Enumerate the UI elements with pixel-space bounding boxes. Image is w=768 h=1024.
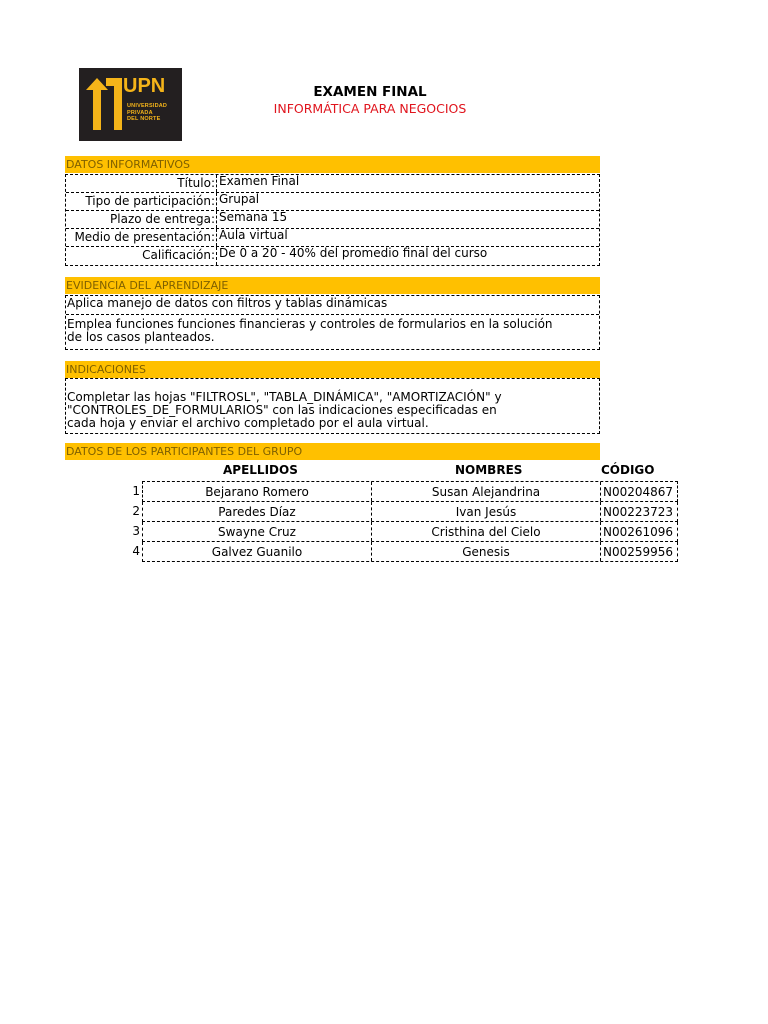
datos-row <box>66 175 599 193</box>
column-header-codigo: CÓDIGO <box>601 463 655 477</box>
evidencia-item: Aplica manejo de datos con filtros y tablas dinámicas <box>67 296 388 310</box>
row-number: 3 <box>132 524 140 538</box>
cell-codigo: N00259956 <box>603 545 674 559</box>
cell-codigo: N00223723 <box>603 505 674 519</box>
upn-logo <box>79 68 182 141</box>
cell-codigo: N00204867 <box>603 485 674 499</box>
table-row <box>142 502 678 522</box>
cell-nombres: Ivan Jesús <box>372 502 601 521</box>
cell-apellidos: Paredes Díaz <box>143 502 372 521</box>
cell-nombres: Genesis <box>372 542 601 561</box>
datos-label: Calificación: <box>66 247 217 265</box>
cell-nombres: Cristhina del Cielo <box>372 522 601 541</box>
row-number: 2 <box>132 504 140 518</box>
section-heading-participantes: DATOS DE LOS PARTICIPANTES DEL GRUPO <box>65 443 600 460</box>
column-header-nombres: NOMBRES <box>455 463 523 477</box>
datos-value: Grupal <box>219 192 260 206</box>
row-number: 1 <box>132 484 140 498</box>
indicaciones-box <box>65 378 600 434</box>
indicaciones-text: Completar las hojas "FILTROSL", "TABLA_DINÁMICA", "AMORTIZACIÓN" y "CONTROLES_DE_FORMULARIOS" con las indicaciones especificadas en cada hoja y enviar el archivo completado por el aula virtual. <box>67 390 502 430</box>
cell-apellidos: Swayne Cruz <box>143 522 372 541</box>
column-header-apellidos: APELLIDOS <box>223 463 298 477</box>
cell-apellidos: Galvez Guanilo <box>143 542 372 561</box>
section-heading-evidencia: EVIDENCIA DEL APRENDIZAJE <box>65 277 600 294</box>
table-row <box>142 522 678 542</box>
table-row <box>142 481 678 502</box>
datos-label: Título: <box>66 175 217 192</box>
datos-row <box>66 211 599 229</box>
datos-value: De 0 a 20 - 40% del promedio final del curso <box>219 246 488 260</box>
datos-row <box>66 247 599 265</box>
datos-row <box>66 193 599 211</box>
datos-value: Semana 15 <box>219 210 288 224</box>
table-row <box>142 542 678 562</box>
cell-apellidos: Bejarano Romero <box>143 482 372 501</box>
evidencia-box <box>65 295 600 350</box>
evidencia-item: Emplea funciones funciones financieras y controles de formularios en la solución de los casos planteados. <box>67 317 553 344</box>
page-title: EXAMEN FINAL <box>313 84 427 100</box>
section-heading-indicaciones: INDICACIONES <box>65 361 600 378</box>
logo-brand: UPN <box>123 75 166 97</box>
logo-subtitle: UNIVERSIDAD PRIVADA DEL NORTE <box>127 103 168 122</box>
cell-codigo: N00261096 <box>603 525 674 539</box>
datos-table <box>65 174 600 266</box>
datos-label: Tipo de participación: <box>66 193 217 210</box>
datos-value: Aula virtual <box>219 228 288 242</box>
datos-value: Examen Final <box>219 174 300 188</box>
datos-label: Medio de presentación: <box>66 229 217 246</box>
upn-arrow-icon <box>82 68 126 141</box>
section-heading-datos: DATOS INFORMATIVOS <box>65 156 600 173</box>
cell-nombres: Susan Alejandrina <box>372 482 601 501</box>
page-subtitle: INFORMÁTICA PARA NEGOCIOS <box>273 101 467 116</box>
datos-label: Plazo de entrega: <box>66 211 217 228</box>
row-number: 4 <box>132 544 140 558</box>
